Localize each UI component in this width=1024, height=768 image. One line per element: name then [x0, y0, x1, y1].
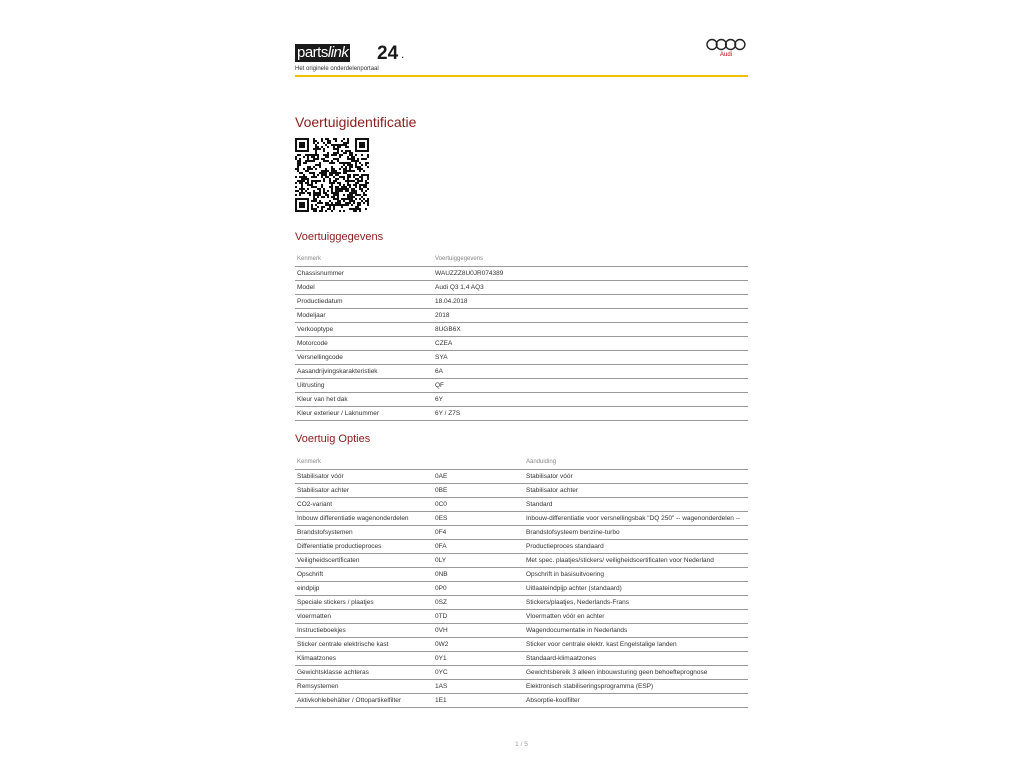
qr-code	[295, 138, 369, 212]
table-cell: Wagendocumentatie in Nederlands	[524, 624, 748, 638]
table-cell: Sticker voor centrale elektr. kast Engelstalige landen	[524, 638, 748, 652]
table-cell: 0C0	[433, 498, 524, 512]
table-cell: Klimaatzones	[295, 652, 433, 666]
table-row	[295, 295, 748, 309]
table-row	[295, 351, 748, 365]
table-cell: Instructieboekjes	[295, 624, 433, 638]
table-cell: Aktivkohlebehälter / Ottopartikelfilter	[295, 694, 433, 708]
table-row	[295, 393, 748, 407]
table-row	[295, 512, 748, 526]
table-cell: Stabilisator achter	[295, 484, 433, 498]
table-row	[295, 407, 748, 421]
table-row	[295, 624, 748, 638]
table-cell: Uitlaateindpijp achter (standaard)	[524, 582, 748, 596]
table-row	[295, 568, 748, 582]
table-row	[295, 281, 748, 295]
table-cell: QF	[433, 379, 748, 393]
table-cell: 0FA	[433, 540, 524, 554]
table-cell: 1AS	[433, 680, 524, 694]
table-cell: Motorcode	[295, 337, 433, 351]
table-row	[295, 694, 748, 708]
table-cell: vloermatten	[295, 610, 433, 624]
table-cell: Met spec. plaatjes/stickers/ veiligheidscertificaten voor Nederland	[524, 554, 748, 568]
table-row	[295, 484, 748, 498]
table-row	[295, 379, 748, 393]
table-cell: Uitrusting	[295, 379, 433, 393]
table-cell: Stabilisator achter	[524, 484, 748, 498]
table-cell: 0SZ	[433, 596, 524, 610]
vehicle-table	[295, 253, 748, 421]
audi-logo	[706, 38, 746, 58]
table-cell: Gewichtsklasse achteras	[295, 666, 433, 680]
table-row	[295, 540, 748, 554]
table-row	[295, 610, 748, 624]
table-cell: 0P0	[433, 582, 524, 596]
column-header: Kenmerk	[295, 253, 433, 267]
table-cell: 6Y	[433, 393, 748, 407]
table-cell: CZEA	[433, 337, 748, 351]
table-row	[295, 337, 748, 351]
table-cell: Speciale stickers / plaatjes	[295, 596, 433, 610]
table-cell: Productieproces standaard	[524, 540, 748, 554]
table-cell: Chassisnummer	[295, 267, 433, 281]
table-cell: Gewichtsbereik 3 alleen inbouwsturing geen behoefteprognose	[524, 666, 748, 680]
column-header: Aanduiding	[524, 456, 748, 470]
table-cell: 0ES	[433, 512, 524, 526]
table-row	[295, 638, 748, 652]
table-cell: Modeljaar	[295, 309, 433, 323]
options-table	[295, 456, 748, 708]
table-cell: Verkooptype	[295, 323, 433, 337]
table-cell: 0LY	[433, 554, 524, 568]
table-row	[295, 498, 748, 512]
table-row	[295, 470, 748, 484]
logo-text: partslink	[297, 44, 349, 61]
table-cell: Stabilisator vóór	[524, 470, 748, 484]
table-cell: 0YC	[433, 666, 524, 680]
table-cell: Absorptie-koolfilter	[524, 694, 748, 708]
table-cell: 1E1	[433, 694, 524, 708]
table-cell: Audi Q3 1,4 AQ3	[433, 281, 748, 295]
table-row	[295, 596, 748, 610]
partslink24-logo: partslink 24 .	[297, 43, 405, 64]
table-cell: Kleur exterieur / Laknummer	[295, 407, 433, 421]
table-header-row	[295, 456, 748, 470]
table-cell: Remsystemen	[295, 680, 433, 694]
table-cell: Stabilisator vóór	[295, 470, 433, 484]
table-cell: 0VH	[433, 624, 524, 638]
table-cell: 0NB	[433, 568, 524, 582]
table-cell: Versnellingcode	[295, 351, 433, 365]
table-row	[295, 267, 748, 281]
table-cell: 0AE	[433, 470, 524, 484]
table-cell: Veiligheidscertificaten	[295, 554, 433, 568]
table-cell: Inbouw-differentiatie voor versnellingsbak "DQ 250" -- wagenonderdelen --	[524, 512, 748, 526]
table-cell: Sticker centrale elektrische kast	[295, 638, 433, 652]
column-header: Voertuiggegevens	[433, 253, 748, 267]
table-cell: Productiedatum	[295, 295, 433, 309]
table-row	[295, 652, 748, 666]
table-cell: WAUZZZ8U0JR074389	[433, 267, 748, 281]
logo-number: 24	[377, 43, 399, 64]
table-cell: eindpijp	[295, 582, 433, 596]
table-cell: Standaard-klimaatzones	[524, 652, 748, 666]
table-cell: 0W2	[433, 638, 524, 652]
table-cell: Opschrift	[295, 568, 433, 582]
table-cell: CO2-variant	[295, 498, 433, 512]
table-cell: SYA	[433, 351, 748, 365]
column-header	[433, 456, 524, 470]
table-cell: Aasandrijvingskarakteristiek	[295, 365, 433, 379]
table-cell: Vloermatten vóór en achter	[524, 610, 748, 624]
table-cell: Stickers/plaatjes, Nederlands-Frans	[524, 596, 748, 610]
table-cell: 0BE	[433, 484, 524, 498]
table-cell: Elektronisch stabiliseringsprogramma (ESP)	[524, 680, 748, 694]
table-cell: 2018	[433, 309, 748, 323]
table-row	[295, 323, 748, 337]
vehicle-section-title: Voertuiggegevens	[295, 231, 384, 243]
table-cell: 0F4	[433, 526, 524, 540]
table-row	[295, 309, 748, 323]
table-cell: 6A	[433, 365, 748, 379]
table-cell: Inbouw differentiatie wagenonderdelen	[295, 512, 433, 526]
column-header: Kenmerk	[295, 456, 433, 470]
table-cell: Brandstofsysteem benzine-turbo	[524, 526, 748, 540]
header-divider	[295, 75, 748, 77]
table-cell: Brandstofsystemen	[295, 526, 433, 540]
table-cell: Standard	[524, 498, 748, 512]
table-row	[295, 554, 748, 568]
table-cell: 8UGB6X	[433, 323, 748, 337]
table-cell: 0TD	[433, 610, 524, 624]
brand-name: Audi	[719, 52, 732, 58]
tagline: Het originele onderdelenportaal	[295, 66, 379, 72]
table-row	[295, 526, 748, 540]
table-cell: 18.04.2018	[433, 295, 748, 309]
table-row	[295, 365, 748, 379]
table-cell: Opschrift in basisuitvoering	[524, 568, 748, 582]
table-row	[295, 680, 748, 694]
options-section-title: Voertuig Opties	[295, 433, 371, 445]
audi-rings-icon	[706, 38, 746, 51]
table-row	[295, 582, 748, 596]
table-cell: Differentiatie productieproces	[295, 540, 433, 554]
table-cell: Model	[295, 281, 433, 295]
table-cell: 6Y / Z7S	[433, 407, 748, 421]
table-row	[295, 666, 748, 680]
table-header-row	[295, 253, 748, 267]
table-cell: Kleur van het dak	[295, 393, 433, 407]
page-number: 1 / 5	[515, 741, 528, 748]
page-title: Voertuigidentificatie	[295, 114, 417, 130]
table-cell: 0Y1	[433, 652, 524, 666]
